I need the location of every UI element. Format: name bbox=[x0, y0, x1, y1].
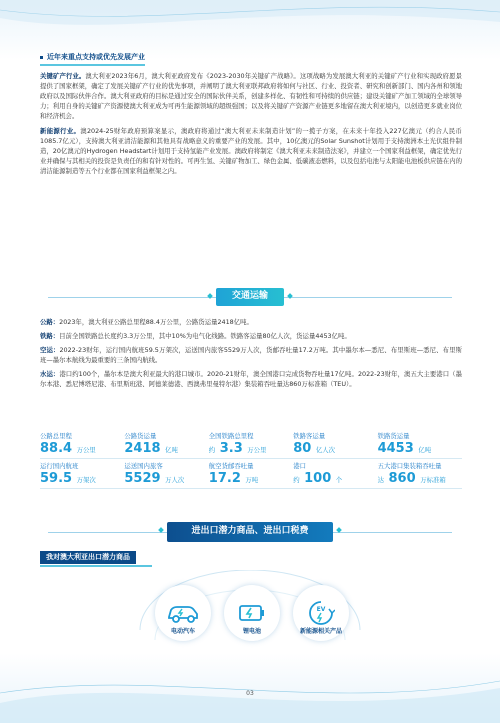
stat-label: 公路货运量 bbox=[124, 432, 157, 440]
stat-value: 17.2 bbox=[208, 471, 241, 487]
stat-label: 铁路客运量 bbox=[293, 432, 326, 440]
stat-item bbox=[209, 432, 293, 456]
stat-unit: 万公里 bbox=[76, 445, 96, 454]
stat-item bbox=[378, 432, 462, 456]
transport-air bbox=[40, 346, 462, 366]
paragraph-new-energy bbox=[40, 127, 462, 177]
paragraph-text: 澳大利亚2023年6月，澳大利亚政府发布《2023-2030年关键矿产战略》。这项战略为发展澳大利亚的关键矿产行业和实现政府愿景提供了国家框架，确定了发展关键矿产行业的优先事项，并阐明了澳大利亚联邦政府将如何与社区、行业、投资者、研究和创新部门、国内各州和领地政府以及国际伙伴合作。澳大利亚政府的目标是通过安全的国际伙伴关系，创建多样化、有韧性和可持续的供应链；建设关键矿产加工领域的全球领导力；利用自身的关键矿产资源使澳大利亚成为可再生能源领域的超级强国；以及将关键矿产资源产业链更多地留在澳大利亚境内，以创造更多就业岗位和经济机会。 bbox=[40, 71, 462, 120]
stat-prefix: 达 bbox=[377, 476, 384, 485]
stat-prefix: 约 bbox=[293, 476, 300, 485]
stat-value: 80 bbox=[293, 440, 312, 456]
stat-value-line bbox=[293, 472, 377, 486]
stat-value-line bbox=[209, 442, 293, 456]
stat-label: 运送国内旅客 bbox=[124, 462, 163, 471]
transport-rail bbox=[40, 332, 462, 342]
stat-value-line bbox=[124, 472, 208, 486]
stat-value: 59.5 bbox=[40, 471, 73, 487]
item-text: 目前全国铁路总长度约3.3万公里，其中10%为电气化线路。铁路客运量80亿人次，货运量4453亿吨。 bbox=[59, 331, 351, 340]
paragraph-critical-minerals bbox=[40, 72, 462, 122]
export-subtitle: 我对澳大利亚出口潜力商品 bbox=[40, 551, 136, 564]
export-banner-title: 进出口潜力商品、进出口税费 bbox=[167, 522, 332, 542]
product-label: 新能源相关产品 bbox=[299, 628, 342, 635]
stat-label: 五大港口集装箱吞吐量 bbox=[377, 462, 442, 471]
stat-unit: 万公里 bbox=[247, 445, 267, 454]
stat-label: 运行国内航班 bbox=[40, 462, 79, 471]
stat-unit: 亿吨 bbox=[418, 445, 432, 454]
transport-banner bbox=[0, 289, 500, 305]
stat-value: 5529 bbox=[124, 471, 161, 487]
stat-unit: 万吨 bbox=[245, 476, 259, 485]
stat-value: 860 bbox=[388, 471, 416, 487]
stat-item bbox=[378, 462, 462, 486]
transport-section bbox=[40, 314, 462, 390]
stat-value: 88.4 bbox=[40, 440, 73, 456]
item-text: 2022-23财年，运行国内航班59.5万架次，运送国内旅客5529万人次，货邮吞吐量17.2万吨。其中墨尔本—悉尼、布里斯班—悉尼、布里斯班—墨尔本航线为最重要的三条国内航线。 bbox=[40, 345, 463, 364]
stat-item bbox=[293, 462, 377, 486]
stat-unit: 万标准箱 bbox=[420, 476, 446, 485]
stat-item bbox=[124, 462, 208, 486]
subtitle-underline bbox=[40, 565, 152, 567]
stat-unit: 亿吨 bbox=[165, 445, 178, 454]
transport-road bbox=[40, 318, 462, 328]
export-subheading bbox=[40, 551, 152, 567]
stat-value: 100 bbox=[304, 471, 332, 487]
item-text: 港口约100个，墨尔本是澳大利亚最大的港口城市。2020-21财年，澳全国港口完成货物吞吐量17亿吨。2022-23财年，澳五大主要港口（墨尔本港、悉尼博塔尼港、布里斯班港、阿德莱德港、西澳弗里曼特尔港）集装箱吞吐量达860万标准箱（TEU）。 bbox=[40, 369, 463, 388]
section-heading bbox=[40, 52, 145, 66]
stat-label: 公路总里程 bbox=[40, 432, 72, 440]
item-lead: 空运： bbox=[40, 345, 60, 354]
transport-water bbox=[40, 370, 462, 390]
ev-charging-icon bbox=[307, 599, 335, 627]
stats-row bbox=[40, 462, 462, 489]
item-lead: 公路： bbox=[40, 318, 60, 326]
paragraph-lead: 新能源行业。 bbox=[40, 127, 81, 136]
stat-label: 全国铁路总里程 bbox=[208, 432, 254, 440]
item-lead: 水运： bbox=[40, 369, 60, 378]
stat-value-line bbox=[378, 442, 462, 456]
electric-car-icon bbox=[166, 602, 200, 624]
transport-stats bbox=[40, 432, 462, 492]
lithium-battery-icon bbox=[238, 603, 266, 623]
stat-value: 3.3 bbox=[219, 440, 243, 456]
section-title: 近年来重点支持或优先发展产业 bbox=[47, 53, 145, 61]
stat-item bbox=[40, 432, 124, 456]
stat-label: 港口 bbox=[293, 462, 306, 471]
stat-unit: 万架次 bbox=[76, 476, 96, 485]
stat-value-line bbox=[293, 442, 377, 456]
stat-unit: 亿人次 bbox=[315, 445, 335, 454]
transport-title: 交通运输 bbox=[216, 288, 284, 306]
stats-row bbox=[40, 432, 462, 459]
stat-item bbox=[40, 462, 124, 486]
stat-item bbox=[124, 432, 208, 456]
item-text: 2023年，澳大利亚公路总里程88.4万公里，公路货运量2418亿吨。 bbox=[59, 318, 253, 326]
stat-value-line bbox=[378, 472, 462, 486]
stat-item bbox=[293, 432, 377, 456]
stat-label: 航空货邮吞吐量 bbox=[208, 462, 254, 471]
product-label: 电动汽车 bbox=[170, 628, 195, 635]
header-wave-background bbox=[0, 0, 500, 60]
industry-section bbox=[40, 52, 462, 177]
stat-value: 4453 bbox=[377, 440, 414, 456]
stat-value-line bbox=[40, 472, 124, 486]
stat-item bbox=[209, 462, 293, 486]
stat-value-line bbox=[40, 442, 124, 456]
stat-unit: 万人次 bbox=[165, 476, 185, 485]
paragraph-lead: 关键矿产行业。 bbox=[40, 71, 86, 80]
stat-unit: 个 bbox=[335, 476, 343, 485]
export-banner bbox=[0, 524, 500, 540]
product-label: 锂电池 bbox=[242, 628, 261, 635]
page-number: 03 bbox=[246, 690, 254, 697]
item-lead: 铁路： bbox=[40, 331, 60, 340]
stat-label: 铁路货运量 bbox=[377, 432, 410, 440]
stat-prefix: 约 bbox=[208, 445, 216, 454]
stat-value-line bbox=[209, 472, 293, 486]
stat-value: 2418 bbox=[124, 440, 161, 456]
bullet-square-icon bbox=[40, 56, 43, 59]
stat-value-line bbox=[124, 442, 208, 456]
svg-text:EV: EV bbox=[316, 606, 326, 613]
paragraph-text: 澳2024-25财年政府预算案显示，澳政府将通过“澳大利亚未来制造计划”的一揽子方案，在未来十年投入227亿澳元（约合人民币1085.7亿元），支持澳大利亚清洁能源和其他具有战略意义的重要产业的发展。其中，10亿澳元的Solar Sunshot计划用于支持澳洲本土光伏组件制造，20亿澳元的Hydrogen Headstart计划用于支持氢能产业发展。澳政府将制定《澳大利亚未来制造法案》，并建立一个国家利益框架，确定优先行业并确保与其相关的投资是负责任的和有针对性的。可再生氢、关键矿物加工、绿色金属、低碳液态燃料，以及包括电池与太阳能电池板供应链在内的清洁能源制造等五个行业都在国家利益框架之内。 bbox=[40, 127, 462, 176]
